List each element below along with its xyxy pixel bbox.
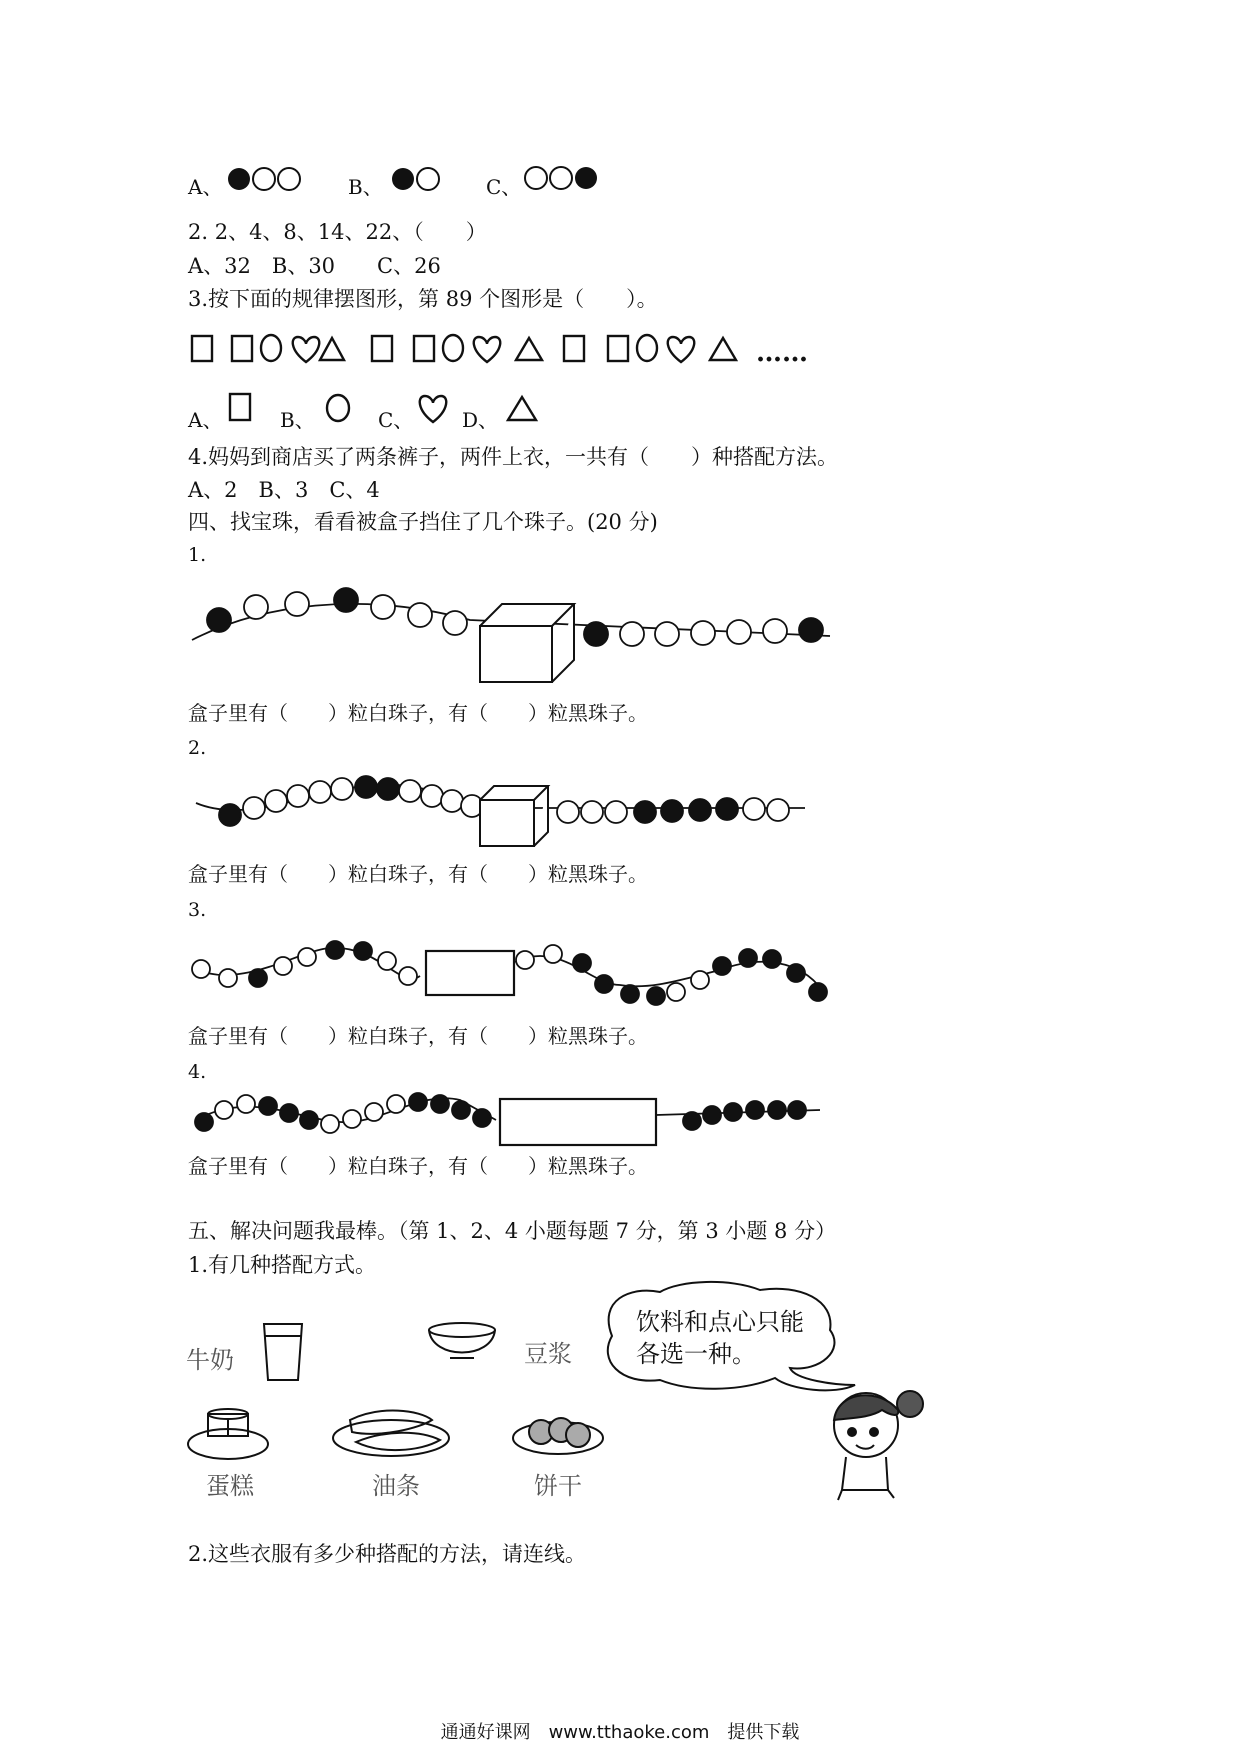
youtiao-icon [333,1411,449,1456]
bead-icon [192,960,210,978]
q3-option-b-label: B、 [280,408,315,432]
bead-icon [703,1106,721,1124]
bead-icon [683,1112,701,1130]
bead-icon [516,951,534,969]
bead-icon [331,778,353,800]
bead-icon [249,969,267,987]
bead-icon [787,964,805,982]
bead-icon [799,618,823,642]
bead-icon [544,945,562,963]
s4-item4-number: 4. [188,1061,207,1083]
milk-glass-icon [264,1324,302,1380]
heart-icon [668,337,695,362]
bead-icon [713,957,731,975]
q4-options: A、2 B、3 C、4 [188,478,380,502]
q2-options: A、32 B、30 C、26 [188,254,441,278]
bead-icon [354,942,372,960]
bead-icon [253,168,275,190]
circle-icon [327,395,349,421]
bead-icon [421,785,443,807]
s4-item2-answer: 盒子里有（ ）粒白珠子，有（ ）粒黑珠子。 [188,862,648,886]
bead-icon [399,780,421,802]
bead-icon [285,592,309,616]
circle-icon [443,335,463,361]
square-icon [414,336,434,361]
s4-item3-number: 3. [188,899,207,921]
bead-icon [365,1103,383,1121]
bead-icon [417,168,439,190]
bead-icon [274,957,292,975]
cake-icon [188,1409,268,1459]
bead-icon [195,1113,213,1131]
s5-q2-text: 2.这些衣服有多少种搭配的方法，请连线。 [188,1542,587,1566]
bead-icon [581,801,603,823]
q3-option-c-label: C、 [378,408,414,432]
bead-icon [280,1104,298,1122]
bead-icon [691,621,715,645]
s4-item1-number: 1. [188,544,207,566]
bead-icon [634,801,656,823]
bead-icon [605,801,627,823]
bead-icon [525,167,547,189]
bead-icon [207,608,231,632]
s5-q1-text: 1.有几种搭配方式。 [188,1253,377,1277]
bead-icon [409,1093,427,1111]
bead-icon [724,1103,742,1121]
bead-icon [309,781,331,803]
circle-icon [261,335,281,361]
bead-icon [392,168,414,190]
section5-title: 五、解决问题我最棒。（第 1、2、4 小题每题 7 分，第 3 小题 8 分） [188,1219,837,1243]
page-footer: 通通好课网 www.tthaoke.com 提供下载 [440,1722,800,1743]
heart-icon [420,396,447,422]
box-icon [480,786,548,846]
bead-icon [550,167,572,189]
bead-icon [265,790,287,812]
food-label-cake: 蛋糕 [206,1472,254,1500]
square-icon [372,336,392,361]
square-icon [564,336,584,361]
triangle-icon [516,338,542,360]
q1-option-c-label: C、 [486,175,522,199]
q1-option-c-beads [525,167,597,189]
bead-icon [237,1095,255,1113]
s4-item2-number: 2. [188,737,207,759]
girl-icon [834,1391,923,1500]
bead-icon [655,622,679,646]
triangle-icon [508,397,536,420]
square-icon [608,336,628,361]
s4-item3-answer: 盒子里有（ ）粒白珠子，有（ ）粒黑珠子。 [188,1024,648,1048]
q3-option-d-label: D、 [462,408,499,432]
bead-icon [661,800,683,822]
q3-pattern [192,335,736,362]
bead-icon [387,1095,405,1113]
bead-icon [300,1111,318,1129]
q1-option-b-beads [392,168,439,190]
bead-icon [431,1095,449,1113]
bead-icon [219,969,237,987]
bead-icon [595,975,613,993]
section4-title: 四、找宝珠，看看被盒子挡住了几个珠子。(20 分) [188,510,658,534]
square-icon [232,336,252,361]
bead-icon [746,1101,764,1119]
bead-icon [768,1101,786,1119]
q1-option-b-label: B、 [348,175,383,199]
bead-icon [343,1110,361,1128]
bead-icon [763,950,781,968]
bead-icon [452,1101,470,1119]
q2-text: 2. 2、4、8、14、22、（ ） [188,220,487,244]
food-label-youtiao: 油条 [372,1472,420,1500]
heart-icon [474,337,501,362]
bead-icon [689,799,711,821]
box-icon [500,1099,656,1145]
heart-icon [293,337,320,362]
bead-icon [443,611,467,635]
q3-option-a-label: A、 [188,408,223,432]
bead-icon [378,952,396,970]
speech-bubble-text [636,1306,804,1370]
bead-icon [743,798,765,820]
bead-icon [763,619,787,643]
bubble-line-1: 饮料和点心只能 [636,1308,804,1336]
q1-option-a-beads [228,168,300,190]
soy-bowl-icon [429,1323,495,1358]
bead-icon [727,620,751,644]
box-icon [480,604,574,682]
bead-icon [287,785,309,807]
triangle-icon [710,338,736,360]
bead-icon [647,987,665,1005]
bead-icon [215,1101,233,1119]
q1-option-a-label: A、 [188,175,223,199]
bead-icon [244,595,268,619]
bead-icon [620,622,644,646]
bead-icon [243,797,265,819]
bead-icon [621,985,639,1003]
bead-icon [716,798,738,820]
bead-icon [441,790,463,812]
bead-icon [809,983,827,1001]
bead-icon [219,804,241,826]
circle-icon [637,335,657,361]
q3-ellipsis: …… [756,338,808,368]
bead-icon [228,168,250,190]
box-icon [426,951,514,995]
s4-item1-answer: 盒子里有（ ）粒白珠子，有（ ）粒黑珠子。 [188,701,648,725]
food-label-biscuit: 饼干 [534,1472,582,1500]
biscuit-icon [513,1418,603,1454]
s4-item4-answer: 盒子里有（ ）粒白珠子，有（ ）粒黑珠子。 [188,1154,648,1178]
food-label-milk: 牛奶 [186,1346,234,1374]
bead-icon [298,948,316,966]
bead-icon [334,588,358,612]
square-icon [192,336,212,361]
q4-text: 4.妈妈到商店买了两条裤子，两件上衣，一共有（ ）种搭配方法。 [188,445,839,469]
bead-icon [377,778,399,800]
q3-text: 3.按下面的规律摆图形，第 89 个图形是（ ）。 [188,287,658,311]
bead-icon [691,971,709,989]
bead-icon [575,167,597,189]
bead-icon [399,967,417,985]
bead-icon [667,983,685,1001]
square-icon [230,394,250,420]
bubble-line-2: 各选一种。 [636,1340,756,1368]
bead-icon [473,1109,491,1127]
triangle-icon [320,338,344,360]
bead-icon [584,622,608,646]
food-label-soy: 豆浆 [524,1340,572,1368]
bead-icon [355,776,377,798]
bead-icon [739,949,757,967]
bead-icon [767,799,789,821]
bead-icon [326,941,344,959]
bead-icon [321,1115,339,1133]
bead-icon [259,1097,277,1115]
bead-icon [573,954,591,972]
bead-icon [557,801,579,823]
bead-icon [371,595,395,619]
bead-icon [408,603,432,627]
bead-icon [788,1101,806,1119]
bead-icon [278,168,300,190]
